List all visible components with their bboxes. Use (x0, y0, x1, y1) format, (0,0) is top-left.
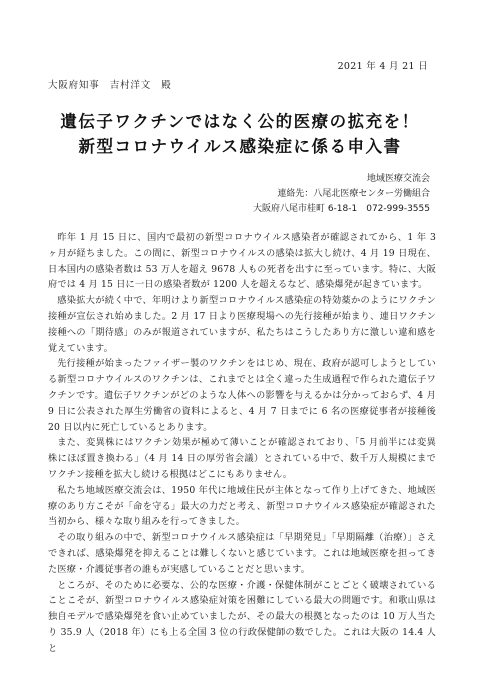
paragraph: 先行接種が始まったファイザー製のワクチンをはじめ、現在、政府が認可しようとしている新型コロナウイルスのワクチンは、これまでとは全く違った生成過程で作られた遺伝子ワクチンです。遺伝子ワクチンがどのような人体への影響を与えるかは分かっておらず、4 月 9 日に公表された厚生労働省の資料によると、4 月 7 日までに 6 名の医療従事者が接種後 20 日以内に死亡しているとあります。 (48, 358, 436, 433)
document-title-line2: 新型コロナウイルス感染症に係る申入書 (78, 137, 402, 156)
document-date: 2021 年 4 月 21 日 (337, 61, 428, 72)
paragraph: また、変異株にはワクチン効果が極めて薄いことが確認されており、「5 月前半には変異株にほぼ置き換わる」（4 月 14 日の厚労省会議）とされている中で、数千万人規模にまでワクチン接種を拡大し続ける根拠はどこにもありません。 (48, 437, 436, 480)
addressee: 大阪府知事 吉村洋文 殿 (48, 80, 172, 91)
paragraph: その取り組みの中で、新型コロナウイルス感染症は「早期発見」「早期隔離（治療）」さえできれば、感染爆発を抑えることは難しくないと感じています。これは地域医療を担ってきた医療・介護従事者の誰もが実感していることだと思います。 (48, 532, 436, 575)
paragraph: 私たち地域医療交流会は、1950 年代に地域住民が主体となって作り上げてきた、地域医療のあり方こそが「命を守る」最大の力だと考え、新型コロナウイルス感染症が確認された当初から、様々な取り組みを行ってきました。 (48, 484, 436, 528)
sender-contact: 連絡先：八尾北医療センター労働組合 (277, 189, 430, 199)
sender-organization: 地域医療交流会 (366, 174, 430, 184)
document-title-line1: 遺伝子ワクチンではなく公的医療の拡充を！ (60, 112, 420, 131)
sender-address: 大阪府八尾市桂町 6-18-1 072-999-3555 (252, 204, 430, 214)
paragraph: 感染拡大が続く中で、年明けより新型コロナウイルス感染症の特効薬かのようにワクチン接種が宣伝され始めました。2 月 17 日より医療現場への先行接種が始まり、連日ワクチン接種への「期待感」のみが報道されていますが、私たちはこうしたあり方に激しい違和感を覚えています。 (48, 295, 436, 354)
document-body (48, 230, 436, 657)
paragraph: ところが、そのために必要な、公的な医療・介護・保健体制がことごとく破壊されていることこそが、新型コロナウイルス感染症対策を困難にしている最大の問題です。和歌山県は独自モデルで感染爆発を食い止めていましたが、その最大の根拠となったのは 10 万人当たり 35.9 人（2018 年）にも上る全国 3 位の行政保健師の数でした。これは大阪の 14.4 人と (48, 579, 436, 654)
paragraph: 昨年 1 月 15 日に、国内で最初の新型コロナウイルス感染者が確認されてから、1 年 3 ヶ月が経ちました。この間に、新型コロナウイルスの感染は拡大し続け、4 月 19 日現在、日本国内の感染者数は 53 万人を超え 9678 人もの死者を出すに至っています。特に、大阪府では 4 月 15 日に一日の感染者数が 1200 人を超えるなど、感染爆発が起きています。 (48, 232, 436, 291)
sender-block (253, 172, 430, 217)
